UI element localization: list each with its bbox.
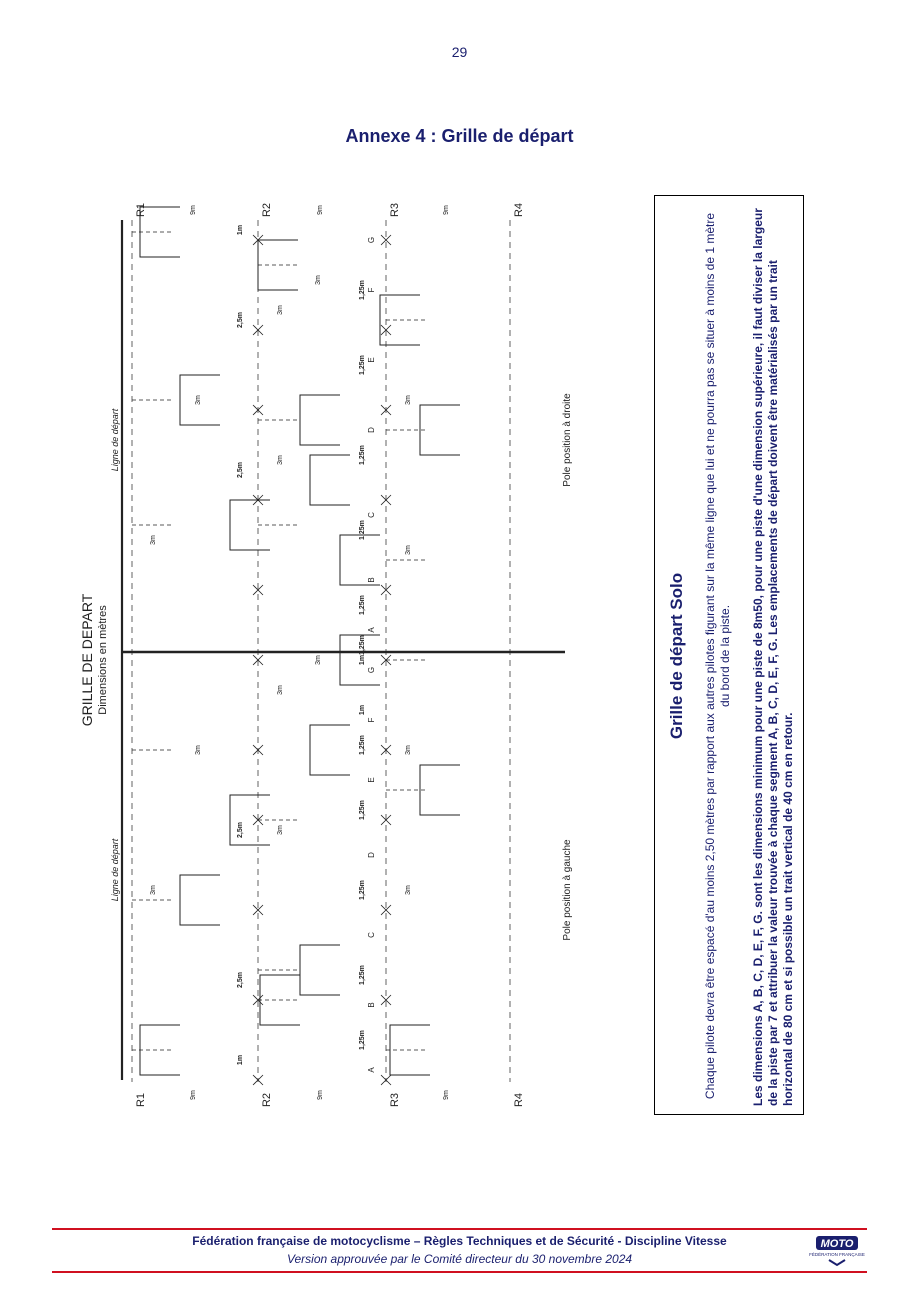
dim-label-3m: 3m — [405, 885, 412, 895]
info-box — [654, 195, 804, 1115]
row-label-r4-top: R4 — [513, 202, 525, 218]
dim-label-3m: 3m — [315, 275, 322, 285]
ffm-logo — [809, 1233, 865, 1269]
dim-label-3m: 3m — [277, 825, 284, 835]
slot-label-a: A — [367, 1067, 376, 1073]
dim-label-1-25m: 1,25m — [359, 445, 366, 465]
dim-label-2-5m: 2,5m — [237, 972, 244, 988]
diagram-title: GRILLE DE DEPART — [79, 593, 95, 727]
slot-label-b: B — [367, 577, 376, 583]
grid-slot-box — [258, 240, 298, 290]
slot-label-a: A — [367, 627, 376, 633]
footer-divider-bottom — [52, 1271, 867, 1273]
row-label-r1-bottom: R1 — [135, 1092, 147, 1108]
annex-title: Annexe 4 : Grille de départ — [345, 126, 574, 146]
dim-label-1m: 1m — [359, 704, 366, 716]
dim-label-3m: 3m — [277, 685, 284, 695]
grid-slot-box — [310, 725, 350, 775]
dim-label-2-5m: 2,5m — [237, 462, 244, 478]
info-box-title: Grille de départ Solo — [667, 572, 686, 740]
row-label-r2-bottom: R2 — [261, 1092, 273, 1108]
dim-label-1-25m: 1,25m — [359, 355, 366, 375]
dim-label-3m: 3m — [315, 655, 322, 665]
info-box-paragraph-1: Chaque pilote devra être espacé d'au moins 2,50 mètres par rapport aux autres pilotes figurant sur la même ligne que lui et ne pourra pas se situer à moins de 1 mètre du bord de la piste. — [703, 212, 732, 1100]
row-gap-label: 9m — [190, 1090, 197, 1100]
footer-version: Version approuvée par le Comité directeur du 30 novembre 2024 — [286, 1252, 633, 1266]
dim-label-1-25m: 1,25m — [359, 880, 366, 900]
row-label-r3-top: R3 — [389, 202, 401, 218]
row-label-r2-top: R2 — [261, 202, 273, 218]
dim-label-2-5m: 2,5m — [237, 822, 244, 838]
pole-position-right: Pole position à droite — [562, 393, 573, 487]
start-line-label-right: Ligne de départ — [110, 408, 120, 472]
start-line-label-left: Ligne de départ — [110, 838, 120, 902]
dim-label-1m: 1m — [237, 224, 244, 236]
dim-label-1-25m: 1,25m — [359, 735, 366, 755]
row-gap-label: 9m — [443, 205, 450, 215]
grid-slot-box — [300, 395, 340, 445]
slot-label-g: G — [367, 666, 376, 674]
slot-label-e: E — [367, 357, 376, 363]
dim-label-1-25m: 1,25m — [359, 800, 366, 820]
row-gap-label: 9m — [190, 205, 197, 215]
dim-label-3m: 3m — [150, 535, 157, 545]
row-label-r1-top: R1 — [135, 202, 147, 218]
row-gap-label: 9m — [317, 205, 324, 215]
footer-title: Fédération française de motocyclisme – Règles Techniques et de Sécurité - Discipline Vitesse — [192, 1234, 727, 1248]
dim-label-3m: 3m — [405, 545, 412, 555]
slot-label-d: D — [367, 427, 376, 433]
info-box-paragraph-2: Les dimensions A, B, C, D, E, F, G. sont les dimensions minimum pour une piste de 8m50, pour une piste d'une dimension supérieure, il faut diviser la largeur de la piste par 7 et attribuer la valeur trouvée à chaque segment A, B, C, D, E, F, G. Les emplacements de départ doivent être matérialisés par un trait horizontal de 80 cm et si possible un trait vertical de 40 cm en retour. — [751, 208, 795, 1106]
dim-label-1-25m: 1,25m — [359, 965, 366, 985]
grid-slot-box — [420, 405, 460, 455]
diagram-subtitle: Dimensions en mètres — [97, 605, 109, 715]
grid-slot-box — [230, 795, 270, 845]
row-gap-label: 9m — [443, 1090, 450, 1100]
slot-label-f: F — [367, 287, 376, 293]
dim-label-2-5m: 2,5m — [237, 312, 244, 328]
dim-label-1-25m: 1,25m — [359, 280, 366, 300]
dim-label-3m: 3m — [195, 395, 202, 405]
starting-grid-diagram — [70, 190, 610, 1120]
grid-slot-box — [420, 765, 460, 815]
dim-label-3m: 3m — [405, 745, 412, 755]
dim-label-1m: 1m — [237, 1054, 244, 1066]
dim-label-1m: 1m — [359, 654, 366, 666]
slot-label-b: B — [367, 1002, 376, 1008]
slot-label-c: C — [367, 932, 376, 938]
dim-label-1-25m: 1,25m — [359, 635, 366, 655]
row-label-r4-bottom: R4 — [513, 1092, 525, 1108]
footer-divider-top — [52, 1228, 867, 1230]
slot-label-g: G — [367, 236, 376, 244]
dim-label-1-25m: 1,25m — [359, 1030, 366, 1050]
dim-label-1-25m: 1,25m — [359, 595, 366, 615]
slot-label-f: F — [367, 717, 376, 723]
slot-label-d: D — [367, 852, 376, 858]
dim-label-3m: 3m — [277, 455, 284, 465]
dim-label-3m: 3m — [195, 745, 202, 755]
row-gap-label: 9m — [317, 1090, 324, 1100]
dim-label-3m: 3m — [277, 305, 284, 315]
dim-label-3m: 3m — [150, 885, 157, 895]
grid-slot-box — [180, 875, 220, 925]
page-number: 29 — [451, 44, 468, 60]
slot-label-c: C — [367, 512, 376, 518]
grid-slot-box — [300, 945, 340, 995]
logo-text: MOTO — [820, 1238, 854, 1250]
row-label-r3-bottom: R3 — [389, 1092, 401, 1108]
dim-label-1-25m: 1,25m — [359, 520, 366, 540]
pole-position-left: Pole position à gauche — [562, 839, 573, 941]
slot-label-e: E — [367, 777, 376, 783]
grid-slot-box — [310, 455, 350, 505]
grid-slot-box — [230, 500, 270, 550]
dim-label-3m: 3m — [405, 395, 412, 405]
logo-subtext: FÉDÉRATION FRANÇAISE — [809, 1252, 865, 1257]
